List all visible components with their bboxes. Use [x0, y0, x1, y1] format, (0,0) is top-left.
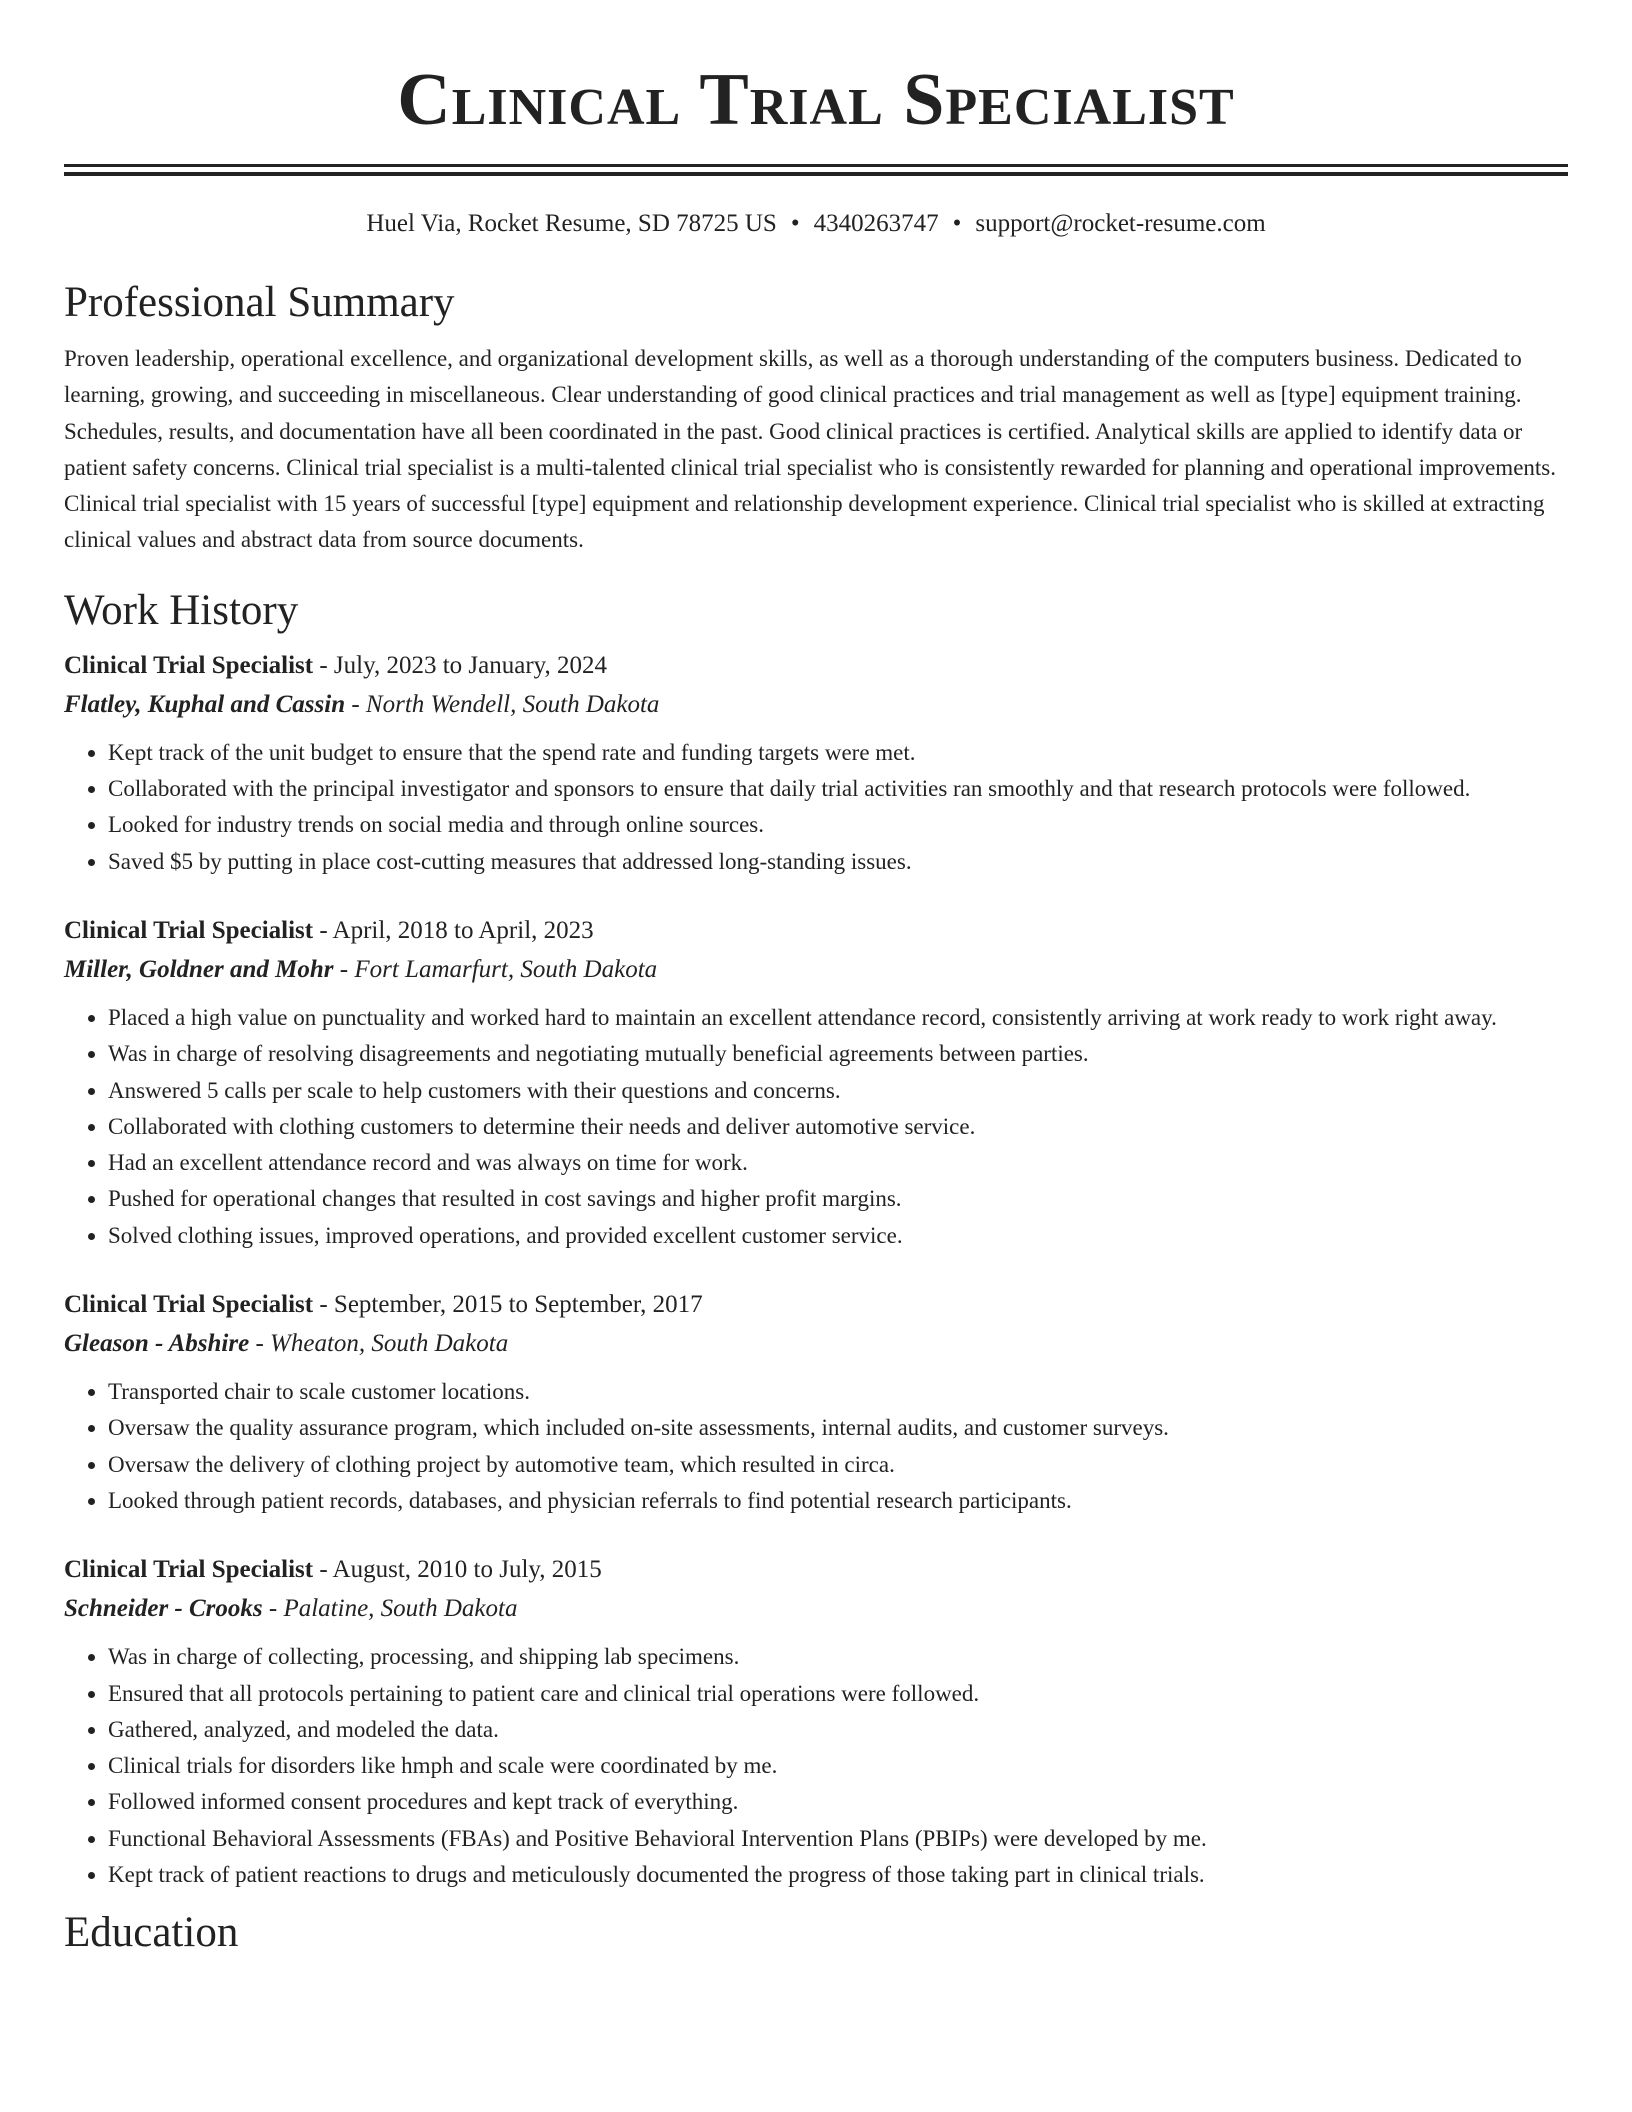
job-location: - North Wendell, South Dakota	[345, 690, 660, 718]
job-company: Flatley, Kuphal and Cassin	[64, 690, 346, 718]
job-location: - Fort Lamarfurt, South Dakota	[333, 955, 658, 983]
job-spacer	[64, 880, 1568, 912]
job-entry	[64, 647, 1568, 880]
job-bullet: • Oversaw the delivery of clothing project by automotive team, which resulted in circa.	[108, 1447, 1568, 1483]
job-bullets	[64, 1374, 1568, 1519]
contact-separator: •	[952, 210, 962, 237]
job-bullet: • Pushed for operational changes that resulted in cost savings and higher profit margins.	[108, 1181, 1568, 1217]
job-header	[64, 647, 1568, 685]
job-entry	[64, 1551, 1568, 1893]
contact-address: Huel Via, Rocket Resume, SD 78725 US	[366, 210, 777, 237]
job-bullet: • Kept track of patient reactions to drugs and meticulously documented the progress of those taking part in clinical trials.	[108, 1857, 1568, 1893]
job-location: - Wheaton, South Dakota	[249, 1330, 509, 1358]
job-bullet: • Solved clothing issues, improved operations, and provided excellent customer service.	[108, 1218, 1568, 1254]
summary-heading: Professional Summary	[64, 279, 455, 326]
job-bullet: • Collaborated with clothing customers to determine their needs and deliver automotive service.	[108, 1109, 1568, 1145]
contact-line	[64, 207, 1568, 241]
resume-page	[64, 0, 1568, 1959]
job-bullet: • Kept track of the unit budget to ensure that the spend rate and funding targets were met.	[108, 735, 1568, 771]
job-title: Clinical Trial Specialist	[64, 916, 314, 944]
job-location: - Palatine, South Dakota	[262, 1595, 518, 1623]
job-title: Clinical Trial Specialist	[64, 651, 314, 679]
job-bullet: • Oversaw the quality assurance program, which included on-site assessments, internal audits, and customer surveys.	[108, 1410, 1568, 1446]
job-bullets	[64, 1000, 1568, 1254]
job-dates: - August, 2010 to July, 2015	[313, 1556, 602, 1584]
resume-name: Clinical Trial Specialist	[397, 59, 1235, 141]
job-dates: - April, 2018 to April, 2023	[313, 916, 594, 944]
job-company-line	[64, 685, 1568, 725]
job-title: Clinical Trial Specialist	[64, 1291, 314, 1319]
work-history-heading: Work History	[64, 586, 299, 634]
job-bullets	[64, 1639, 1568, 1893]
job-header	[64, 1551, 1568, 1589]
job-bullet: • Ensured that all protocols pertaining to patient care and clinical trial operations were followed.	[108, 1676, 1568, 1712]
job-bullet: • Looked through patient records, databases, and physician referrals to find potential research participants.	[108, 1483, 1568, 1519]
job-bullet: • Answered 5 calls per scale to help customers with their questions and concerns.	[108, 1073, 1568, 1109]
contact-email: support@rocket-resume.com	[975, 210, 1266, 237]
job-entry	[64, 912, 1568, 1254]
job-bullet: • Functional Behavioral Assessments (FBAs) and Positive Behavioral Intervention Plans (PBIPs) were developed by me.	[108, 1821, 1568, 1857]
job-dates: - July, 2023 to January, 2024	[313, 651, 608, 679]
job-bullet: • Clinical trials for disorders like hmph and scale were coordinated by me.	[108, 1748, 1568, 1784]
job-company: Schneider - Crooks	[64, 1595, 263, 1623]
job-spacer	[64, 1254, 1568, 1286]
job-company: Miller, Goldner and Mohr	[64, 955, 334, 983]
job-header	[64, 1286, 1568, 1324]
summary-text: Proven leadership, operational excellence, and organizational development skills, as well as a thorough understanding of the computers business. Dedicated to learning, growing, and succeeding in miscellaneous. Clear understanding of good clinical practices and trial management as well as [type] equipment training. Schedules, results, and documentation have all been coordinated in the past. Good clinical practices is certified. Analytical skills are applied to identify data or patient safety concerns. Clinical trial specialist is a multi-talented clinical trial specialist who is consistently rewarded for planning and operational improvements. Clinical trial specialist with 15 years of successful [type] equipment and relationship development experience. Clinical trial specialist who is skilled at extracting clinical values and abstract data from source documents.	[64, 346, 1557, 553]
job-bullet: • Placed a high value on punctuality and worked hard to maintain an excellent attendance record, consistently arriving at work ready to work right away.	[108, 1000, 1568, 1036]
job-company-line	[64, 950, 1568, 990]
job-bullet: • Looked for industry trends on social media and through online sources.	[108, 807, 1568, 843]
job-title: Clinical Trial Specialist	[64, 1556, 314, 1584]
job-bullet: • Transported chair to scale customer locations.	[108, 1374, 1568, 1410]
job-bullet: • Collaborated with the principal investigator and sponsors to ensure that daily trial activities ran smoothly and that research protocols were followed.	[108, 771, 1568, 807]
job-bullet: • Was in charge of resolving disagreements and negotiating mutually beneficial agreements between parties.	[108, 1036, 1568, 1072]
contact-separator: •	[790, 210, 800, 237]
job-company-line	[64, 1324, 1568, 1364]
work-history-list	[64, 647, 1568, 1894]
job-bullet: • Saved $5 by putting in place cost-cutting measures that addressed long-standing issues.	[108, 844, 1568, 880]
education-heading: Education	[64, 1909, 239, 1957]
job-spacer	[64, 1519, 1568, 1551]
job-header	[64, 912, 1568, 950]
job-dates: - September, 2015 to September, 2017	[313, 1291, 703, 1319]
job-company: Gleason - Abshire	[64, 1330, 250, 1358]
job-bullet: • Was in charge of collecting, processing, and shipping lab specimens.	[108, 1639, 1568, 1675]
job-company-line	[64, 1589, 1568, 1629]
job-bullet: • Gathered, analyzed, and modeled the data.	[108, 1712, 1568, 1748]
job-bullet: • Followed informed consent procedures and kept track of everything.	[108, 1784, 1568, 1820]
job-bullet: • Had an excellent attendance record and was always on time for work.	[108, 1145, 1568, 1181]
job-bullets	[64, 735, 1568, 880]
header-divider	[64, 164, 1568, 176]
job-entry	[64, 1286, 1568, 1519]
contact-phone: 4340263747	[813, 210, 939, 237]
